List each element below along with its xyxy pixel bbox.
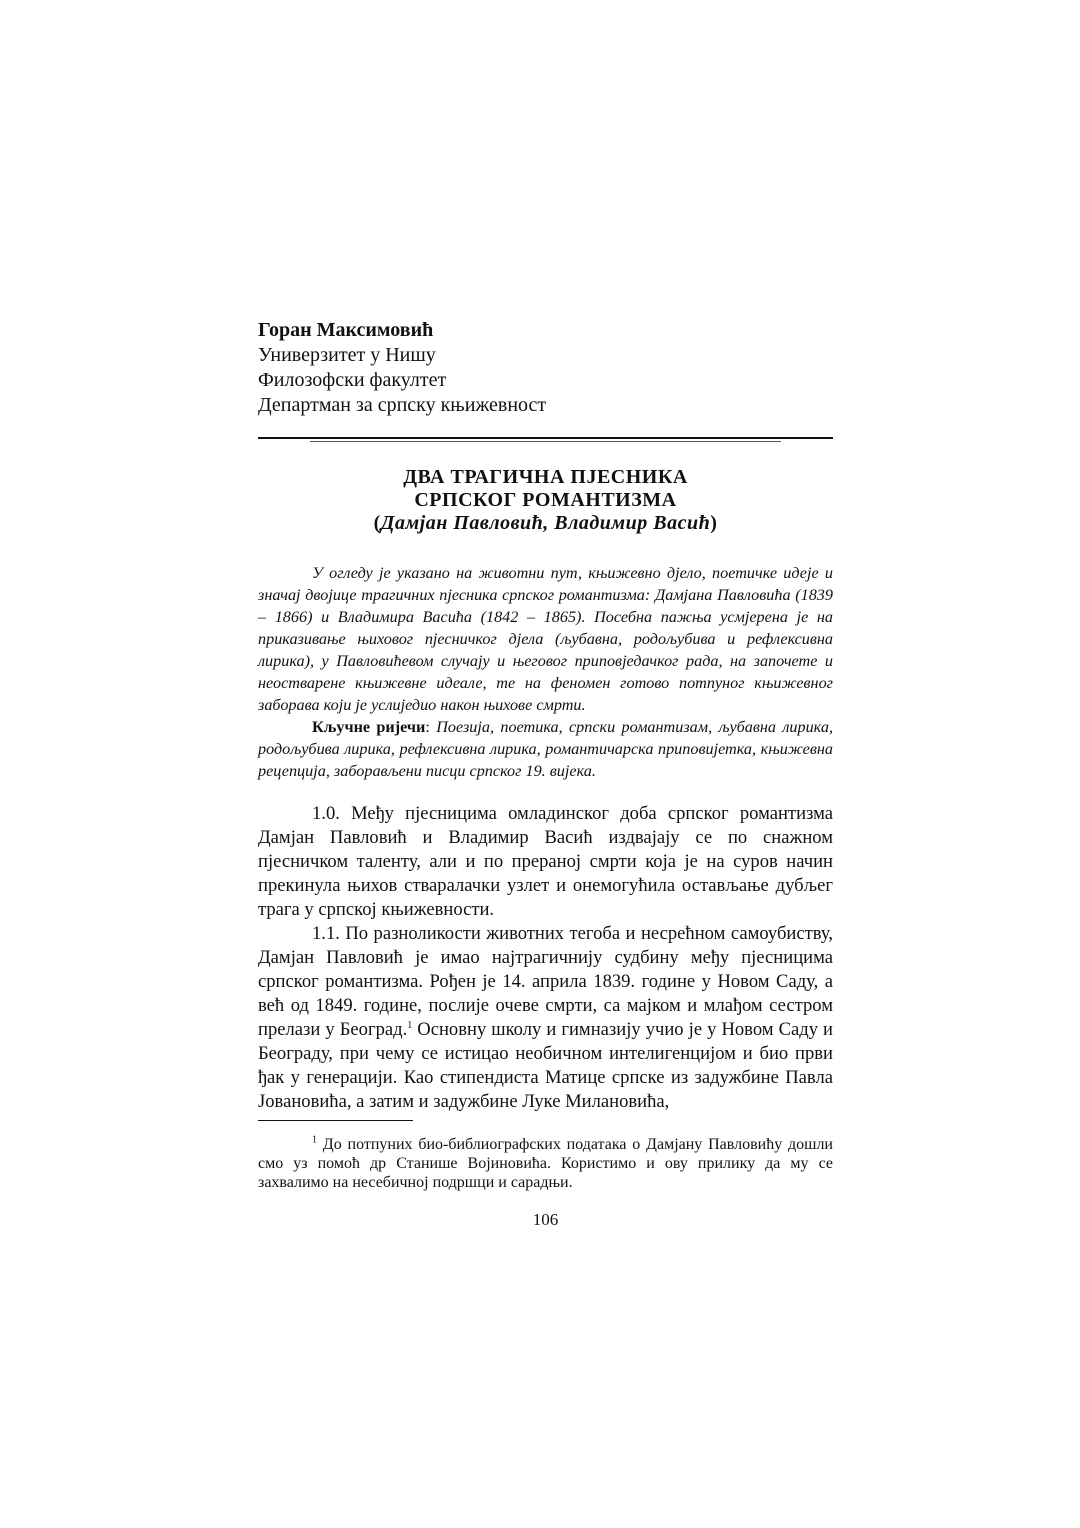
divider-thick (258, 437, 833, 439)
keywords-text: Поезија, поетика, српски романтизам, љубавна лирика, родољубива лирика, рефлексивна лирика, романтичарска приповијетка, књижевна рецепција, заборављени писци српског 19. вијека. (258, 718, 833, 780)
body-text (258, 802, 833, 1114)
title-line-1: ДВА ТРАГИЧНА ПЈЕСНИКА (403, 466, 688, 488)
divider-thin (310, 441, 781, 442)
footnote-divider (258, 1120, 413, 1121)
subtitle-names: Дамјан Павловић, Владимир Васић (380, 512, 711, 534)
author-name: Горан Максимовић (258, 319, 434, 341)
title-subtitle (258, 512, 833, 535)
abstract-text: У огледу је указано на животни пут, књижевно дјело, поетичке идеје и значај двојице трагичних пјесника српског романтизма: Дамјана Павловића (1839 – 1866) и Владимира Васића (1842 – 1865). Посебна пажња усмјерена је на приказивање њиховог пјесничког дјела (љубавна, родољубива и рефлексивна лирика), у Павловићевом случају и његовог приповједачког рада, на започете и неостварене књижевне идеале, те на феномен готово потпуног књижевног заборава који је услиједио након њихове смрти. (258, 564, 833, 714)
author-faculty: Филозофски факултет (258, 369, 447, 391)
paragraph-1: 1.0. Међу пјесницима омладинског доба српског романтизма Дамјан Павловић и Владимир Васић издвајају се по снажном пјесничком таленту, али и по преранoj смрти која је на суров начин прекинула њихов стваралачки узлет и онемогућила остављање дубљег трага у српској књижевности. (258, 803, 833, 920)
paragraph-2-part-b: Основну школу и гимназију учио је у Новом Саду и Београду, при чему се истицао необичном интелигенцијом и био први ђак у генерацији. Као стипендиста Матице српске из задужбине Павла Јовановића, а затим и задужбине Луке Милановића, (258, 1019, 833, 1112)
abstract (258, 562, 833, 782)
keywords-separator: : (425, 718, 437, 736)
article-title (258, 466, 833, 535)
page-number: 106 (532, 1210, 559, 1229)
footnote-mark: 1 (312, 1134, 317, 1146)
footnote-text: До потпуних био-библиографских података о Дамјану Павловићу дошли смо уз помоћ др Станише Војиновића. Користимо и ову прилику да му се захвалимо на несебичној подршци и сарадњи. (258, 1136, 833, 1191)
subtitle-open-paren: ( (373, 512, 381, 534)
title-line-2: СРПСКОГ РОМАНТИЗМА (414, 489, 677, 511)
header-divider (258, 437, 833, 442)
author-university: Универзитет у Нишу (258, 344, 436, 366)
article-page (258, 318, 833, 1230)
paragraph-2 (258, 922, 833, 1114)
author-department: Департман за српску књижевност (258, 394, 547, 416)
footnote (258, 1135, 833, 1192)
author-block (258, 318, 833, 418)
paragraph-2-part-a: 1.1. По разноликости животних тегоба и несрећном самоубиству, Дамјан Павловић је имао најтрагичнију судбину међу пјесницима српског романтизма. Рођен је 14. априла 1839. године у Новом Саду, а већ од 1849. године, послије очеве смрти, са мајком и млађом сестром прелази у Београд. (258, 923, 833, 1040)
keywords-label: Кључне ријечи (312, 718, 426, 736)
footnote-reference[interactable]: 1 (407, 1019, 413, 1031)
subtitle-close-paren: ) (710, 512, 718, 534)
keywords (258, 716, 833, 782)
